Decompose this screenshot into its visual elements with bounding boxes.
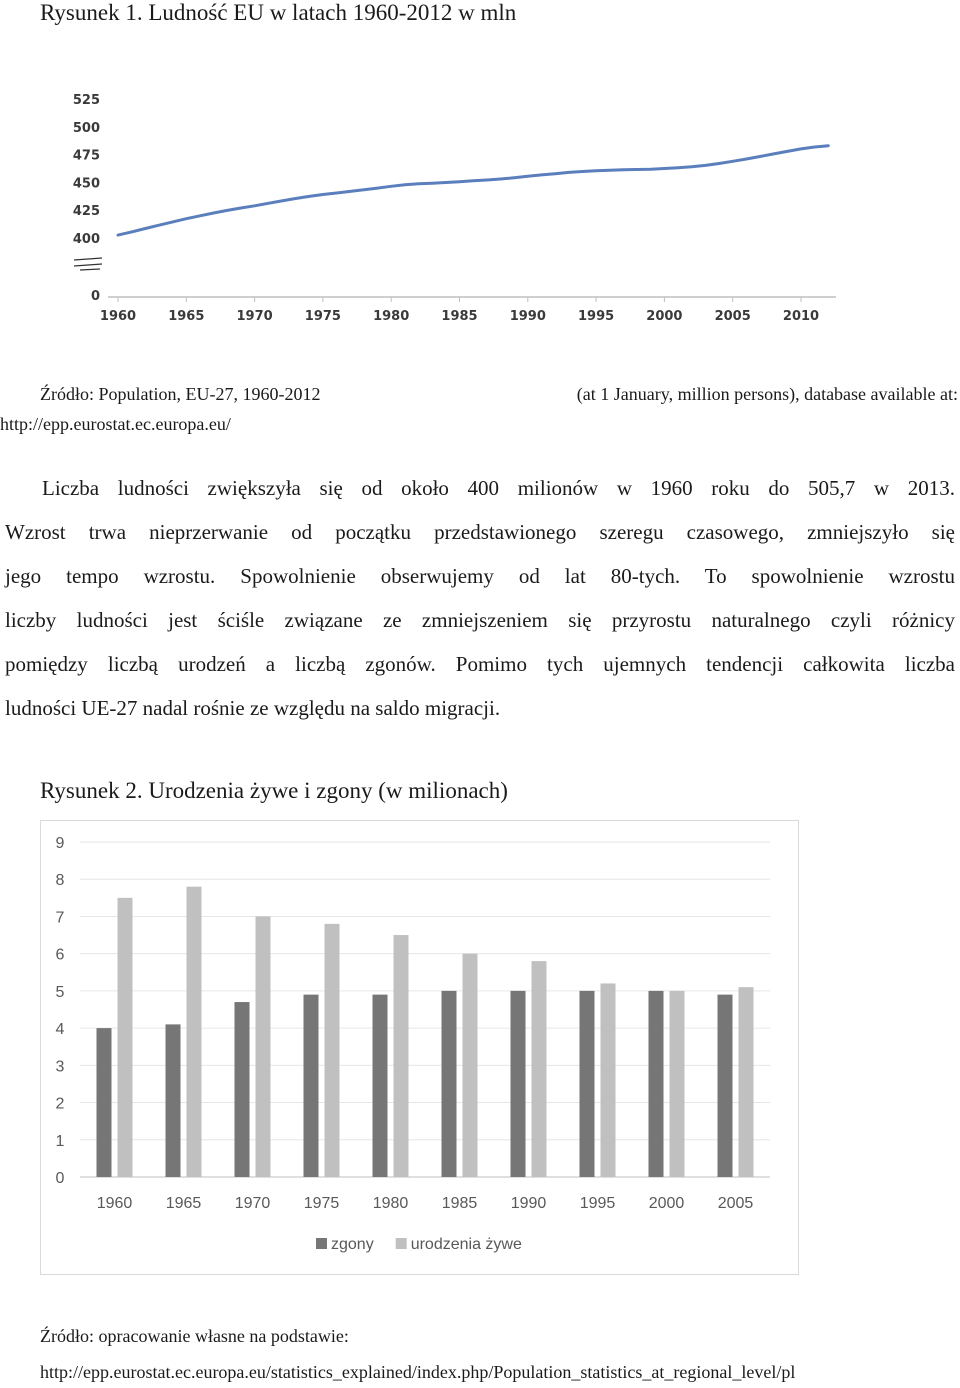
bar-zgony <box>649 991 664 1177</box>
figure-2-source-url: http://epp.eurostat.ec.europa.eu/statistics_explained/index.php/Population_statistics_at_regional_level/pl <box>40 1362 796 1382</box>
bar-zgony <box>373 995 388 1177</box>
y-tick-label: 1 <box>55 1132 65 1150</box>
y-tick-label: 9 <box>55 835 65 852</box>
x-tick-label: 1960 <box>96 1195 133 1212</box>
chart-frame <box>41 821 799 1275</box>
figure-1-source-note: (at 1 January, million persons), database available at: <box>576 384 958 404</box>
figure-1-source-label: Źródło: Population, EU-27, 1960-2012 <box>40 384 321 404</box>
x-tick-label: 1970 <box>234 1195 271 1212</box>
x-tick-label: 1990 <box>510 1195 547 1212</box>
x-tick-label: 1975 <box>304 309 341 324</box>
paragraph-line: jego tempo wzrostu. Spowolnienie obserwujemy od lat 80-tych. To spowolnienie wzrostu <box>5 564 955 588</box>
figure-1-source-line <box>0 384 958 405</box>
y-tick-label: 4 <box>55 1021 65 1039</box>
x-tick-label: 2005 <box>714 309 751 324</box>
x-tick-label: 1965 <box>168 309 205 324</box>
figure-1-source-url: http://epp.eurostat.ec.europa.eu/ <box>0 414 231 434</box>
y-tick-label: 0 <box>55 1170 65 1187</box>
legend-swatch <box>396 1238 407 1249</box>
y-tick-label: 5 <box>55 983 65 1001</box>
x-tick-label: 1985 <box>441 1195 478 1212</box>
bar-urodzenia <box>670 991 685 1177</box>
y-tick-label: 0 <box>90 289 100 304</box>
paragraph-line: pomiędzy liczbą urodzeń a liczbą zgonów. Pomimo tych ujemnych tendencji całkowita liczba <box>5 652 955 676</box>
population-series-line <box>118 146 828 235</box>
legend-label: zgony <box>331 1236 374 1253</box>
bar-urodzenia <box>256 916 271 1177</box>
x-tick-label: 2000 <box>648 1195 685 1212</box>
axis-break-mark <box>74 264 102 266</box>
figure-1-title: Rysunek 1. Ludność EU w latach 1960-2012 w mln <box>40 0 517 25</box>
x-tick-label: 2005 <box>717 1195 754 1212</box>
x-tick-label: 1985 <box>441 309 478 324</box>
bar-urodzenia <box>463 954 478 1177</box>
bar-urodzenia <box>118 898 133 1177</box>
legend-swatch <box>316 1238 327 1249</box>
bar-urodzenia <box>532 961 547 1177</box>
bar-zgony <box>718 995 733 1177</box>
y-tick-label: 475 <box>72 148 100 164</box>
y-tick-label: 450 <box>72 176 100 192</box>
paragraph-line: ludności UE-27 nadal rośnie ze względu na saldo migracji. <box>5 696 501 720</box>
bar-zgony <box>235 1002 250 1177</box>
y-tick-label: 2 <box>55 1095 65 1113</box>
x-tick-label: 1990 <box>509 309 546 324</box>
x-tick-label: 1995 <box>579 1195 616 1212</box>
population-line-chart <box>0 80 960 340</box>
y-tick-label: 6 <box>55 946 65 964</box>
x-tick-label: 1995 <box>578 309 615 324</box>
bar-urodzenia <box>739 987 754 1177</box>
x-tick-label: 1970 <box>236 309 273 324</box>
paragraph-line: Liczba ludności zwiększyła się od około 400 milionów w 1960 roku do 505,7 w 2013. <box>42 476 955 500</box>
paragraph-line: liczby ludności jest ściśle związane ze zmniejszeniem się przyrostu naturalnego czyli różnicy <box>5 608 955 632</box>
y-tick-label: 7 <box>55 909 65 927</box>
bar-urodzenia <box>394 935 409 1177</box>
y-tick-label: 3 <box>55 1058 65 1076</box>
y-tick-label: 8 <box>55 872 65 890</box>
y-tick-label: 425 <box>72 204 100 220</box>
x-tick-label: 1980 <box>372 1195 409 1212</box>
axis-break-mark <box>74 258 102 260</box>
y-tick-label: 525 <box>72 93 100 108</box>
bar-zgony <box>580 991 595 1177</box>
bar-zgony <box>166 1024 181 1177</box>
x-tick-label: 2000 <box>646 309 683 324</box>
y-tick-label: 400 <box>72 232 100 247</box>
x-tick-label: 2010 <box>782 309 820 324</box>
x-tick-label: 1965 <box>165 1195 202 1212</box>
y-tick-label: 500 <box>72 120 100 136</box>
bar-urodzenia <box>187 887 202 1177</box>
legend-label: urodzenia żywe <box>410 1236 522 1253</box>
bar-zgony <box>442 991 457 1177</box>
x-tick-label: 1960 <box>99 309 137 324</box>
figure-2-title: Rysunek 2. Urodzenia żywe i zgony (w milionach) <box>40 778 508 803</box>
body-paragraph <box>5 466 955 730</box>
paragraph-line: Wzrost trwa nieprzerwanie od początku przedstawionego szeregu czasowego, zmniejszyło się <box>5 520 955 544</box>
x-tick-label: 1975 <box>303 1195 340 1212</box>
axis-break-mark <box>80 269 100 270</box>
figure-2-source-label: Źródło: opracowanie własne na podstawie: <box>40 1326 349 1346</box>
bar-urodzenia <box>601 983 616 1177</box>
births-deaths-bar-chart <box>40 820 800 1276</box>
x-tick-label: 1980 <box>373 309 410 324</box>
bar-zgony <box>304 995 319 1177</box>
bar-zgony <box>97 1028 112 1177</box>
bar-urodzenia <box>325 924 340 1177</box>
bar-zgony <box>511 991 526 1177</box>
